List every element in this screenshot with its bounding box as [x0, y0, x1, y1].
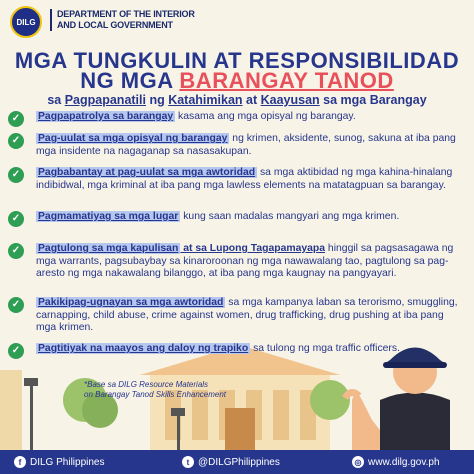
dilg-logo: DILG [10, 6, 42, 38]
check-icon: ✓ [8, 111, 24, 127]
title-highlight: BARANGAY TANOD [179, 68, 394, 93]
list-item: ✓ Pagpapatrolya sa barangay kasama ang mga opisyal ng barangay. [36, 111, 466, 124]
footer [0, 450, 474, 474]
twitter-icon: t [182, 456, 194, 468]
globe-icon: ◎ [352, 456, 364, 468]
title-line1: MGA TUNGKULIN AT RESPONSIBILIDAD [14, 48, 460, 73]
list-item: ✓ Pagtulong sa mga kapulisan at sa Lupong Tagapamayapa hinggil sa pagsasagawa ng mga warrants, pagsubaybay sa kinaroroonan ng mga nawawalang tao, pagtulong sa pag-aresto ng mga nakawalang bilanggo, at iba pang mga kaugnay na pangyayari. [36, 243, 466, 281]
list-item: ✓ Pakikipag-ugnayan sa mga awtoridad sa mga kampanya laban sa terorismo, smuggling, carnapping, child abuse, crime against women, drug trafficking, drug pushing at iba pang mga krimen. [36, 297, 466, 335]
header [0, 0, 474, 40]
twitter-link[interactable]: t @DILGPhilippines [182, 456, 280, 468]
check-icon: ✓ [8, 211, 24, 227]
department-name: DEPARTMENT OF THE INTERIOR AND LOCAL GOVERNMENT [50, 9, 195, 31]
facebook-icon: f [14, 456, 26, 468]
check-icon: ✓ [8, 243, 24, 259]
list-item: ✓ Pagbabantay at pag-uulat sa mga awtoridad sa mga aktibidad ng mga kahina-hinalang indibidwal, mga kriminal at iba pang mga lawless elements na matatagpuan sa barangay. [36, 167, 466, 192]
list-item: ✓ Pagmamatiyag sa mga lugar kung saan madalas mangyari ang mga krimen. [36, 211, 466, 224]
check-icon: ✓ [8, 167, 24, 183]
check-icon: ✓ [8, 343, 24, 359]
source-note: *Base sa DILG Resource Materials on Barangay Tanod Skills Enhancement [84, 380, 227, 399]
list-item: ✓ Pag-uulat sa mga opisyal ng barangay ng krimen, aksidente, sunog, sakuna at iba pang mga insidente na nagaganap sa nasasakupan. [36, 133, 466, 158]
facebook-link[interactable]: f DILG Philippines [14, 456, 104, 468]
check-icon: ✓ [8, 133, 24, 149]
tanod-figure [345, 348, 450, 451]
list-item: ✓ Pagtitiyak na maayos ang daloy ng trapiko sa tulong ng mga traffic officers. [36, 343, 466, 356]
check-icon: ✓ [8, 297, 24, 313]
website-link[interactable]: ◎ www.dilg.gov.ph [352, 456, 440, 468]
title-line2: NG MGA BARANGAY TANOD [80, 68, 394, 93]
subtitle: sa Pagpapanatili ng Katahimikan at Kaayusan sa mga Barangay [47, 93, 427, 107]
